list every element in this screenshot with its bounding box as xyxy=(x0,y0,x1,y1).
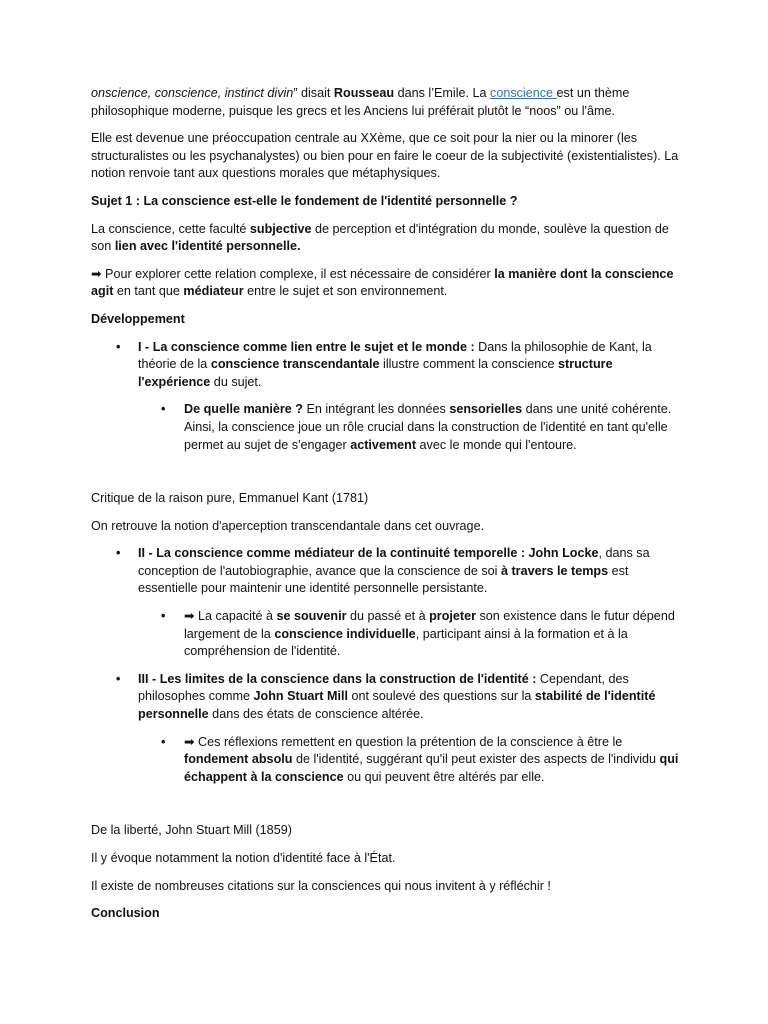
kant-reference: Critique de la raison pure, Emmanuel Kant (1781) xyxy=(91,491,369,506)
kant-note: On retrouve la notion d'aperception transcendantale dans cet ouvrage. xyxy=(91,518,485,533)
subject-heading: Sujet 1 : La conscience est-elle le fondement de l'identité personnelle ? xyxy=(91,193,518,208)
mill-reference: De la liberté, John Stuart Mill (1859) xyxy=(91,823,292,838)
spacer xyxy=(91,464,681,490)
list-item-part-1-detail: • De quelle manière ? En intégrant les données sensorielles dans une unité cohérente. Ainsi, la conscience joue un rôle crucial dans la construction de l'identité en tant qu'elle permet au sujet de s'engager activement avec le monde qui l'entoure. xyxy=(161,402,672,452)
context-paragraph: Elle est devenue une préoccupation centrale au XXème, que ce soit pour la nier ou la minorer (les structuralistes ou les psychanalystes) ou bien pour en faire le coeur de la subjectivité (existentialistes). La notion renvoie tant aux questions morales que métaphysiques. xyxy=(91,131,679,181)
rousseau-name: Rousseau xyxy=(333,86,395,100)
list-item-part-3: • III - Les limites de la conscience dans la construction de l'identité : Cependant, des philosophes comme John Stuart Mill ont soulevé des questions sur la stabilité de l'identité personnelle dans des états de conscience altérée. xyxy=(116,671,656,722)
development-heading: Développement xyxy=(91,311,185,326)
bullet-icon: • xyxy=(116,546,121,561)
conscience-link[interactable]: conscience xyxy=(490,86,557,100)
bullet-icon: • xyxy=(116,671,121,686)
mill-note: Il y évoque notamment la notion d'identité face à l'État. xyxy=(91,851,396,865)
bullet-icon: • xyxy=(161,609,166,624)
bullet-icon: • xyxy=(161,402,166,417)
list-item-part-2-detail: • ➡ La capacité à se souvenir du passé et à projeter son existence dans le futur dépend largement de la conscience individuelle, participant ainsi à la formation et à la compréhension de l'identité. xyxy=(161,609,675,659)
problematic-paragraph: ➡ Pour explorer cette relation complexe, il est nécessaire de considérer la manière dont la conscience agit en tant que médiateur entre le sujet et son environnement. xyxy=(91,266,674,299)
spacer xyxy=(91,796,681,822)
citations-note: Il existe de nombreuses citations sur la consciences qui nous invitent à y réfléchir ! xyxy=(91,878,551,893)
list-item-part-1: • I - La conscience comme lien entre le sujet et le monde : Dans la philosophie de Kant, la théorie de la conscience transcendantale illustre comment la conscience structure l'expérience du sujet. xyxy=(116,339,652,389)
document-body xyxy=(91,85,681,933)
bullet-icon: • xyxy=(116,339,121,354)
list-item-part-3-detail: • ➡ Ces réflexions remettent en question la prétention de la conscience à être le fondement absolu de l'identité, suggérant qu'il peut exister des aspects de l'individu qui échappent à la conscience ou qui peuvent être altérés par elle. xyxy=(161,734,679,784)
list-item-part-2: • II - La conscience comme médiateur de la continuité temporelle : John Locke, dans sa conception de l'autobiographie, avance que la conscience de soi à travers le temps est essentielle pour maintenir une identité personnelle persistante. xyxy=(116,546,650,596)
bullet-icon: • xyxy=(161,734,166,749)
definition-paragraph: La conscience, cette faculté subjective de perception et d'intégration du monde, soulève la question de son lien avec l'identité personnelle. xyxy=(91,221,669,254)
conclusion-heading: Conclusion xyxy=(91,906,160,921)
rousseau-quote: onscience, conscience, instinct divin xyxy=(91,86,294,100)
intro-paragraph: onscience, conscience, instinct divin” disait Rousseau dans l’Emile. La conscience est un thème philosophique moderne, puisque les grecs et les Anciens lui préférait plutôt le “noos” ou l'âme. xyxy=(91,86,630,118)
